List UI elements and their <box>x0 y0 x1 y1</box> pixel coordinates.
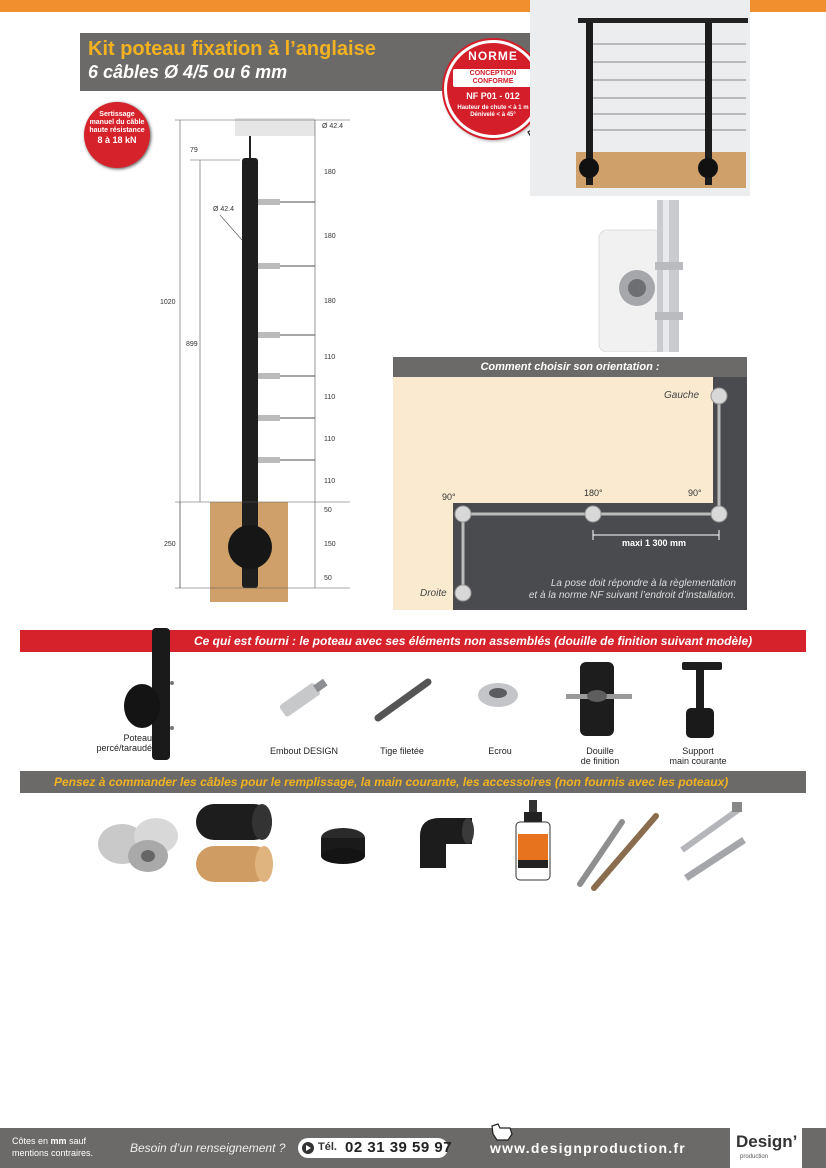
dim-1020: 1020 <box>160 299 176 306</box>
sertissage-line3: haute résistance <box>89 127 145 134</box>
phone-number[interactable]: 02 31 39 59 97 <box>345 1139 453 1156</box>
embout-image <box>274 672 334 722</box>
dim-right-1: 180 <box>324 169 336 176</box>
sertissage-force: 8 à 18 kN <box>97 135 137 145</box>
norme-title: NORME <box>468 49 518 63</box>
sertissage-badge <box>84 102 150 168</box>
order-header-bar <box>20 771 806 793</box>
norme-slope: Dénivelé < à 45° <box>470 112 516 118</box>
threaded-rod-image <box>372 676 434 724</box>
post-technical-drawing <box>150 110 350 610</box>
caption-douille-l2: de finition <box>580 756 620 766</box>
dim-right-8: 50 <box>324 507 332 514</box>
dim-right-10: 50 <box>324 575 332 582</box>
cable-spools-image <box>92 808 186 874</box>
railing-photo <box>530 0 750 196</box>
angle-90-right: 90° <box>688 488 702 498</box>
caption-support-l2: main courante <box>669 756 727 766</box>
norme-height: Hauteur de chute < à 1 m <box>457 105 529 111</box>
orientation-header: Comment choisir son orientation : <box>393 357 747 377</box>
caption-support-l1: Support <box>682 746 714 756</box>
footer-note-part2: sauf <box>66 1136 87 1146</box>
dim-top-diameter: Ø 42.4 <box>322 123 344 130</box>
supplied-header: Ce qui est fourni : le poteau avec ses éléments non assemblés (douille de finition suivant modèle) <box>194 634 753 648</box>
footer-note <box>12 1135 93 1159</box>
orientation-note-line2: et à la norme NF suivant l’endroit d’installation. <box>528 590 736 601</box>
caption-tige: Tige filetée <box>380 746 424 756</box>
page-title: Kit poteau fixation à l’anglaise <box>88 38 376 60</box>
caption-poteau-l2: percé/taraudé <box>96 743 152 753</box>
dim-post-diameter: Ø 42.4 <box>213 206 235 213</box>
caption-ecrou: Ecrou <box>488 746 512 756</box>
caption-douille <box>558 746 642 766</box>
page-subtitle: 6 câbles Ø 4/5 ou 6 mm <box>88 62 288 82</box>
caption-poteau <box>70 733 152 753</box>
dim-right-7: 110 <box>324 478 336 485</box>
nut-image <box>475 680 521 710</box>
handrail-support-image <box>670 656 730 740</box>
caption-douille-l1: Douille <box>586 746 614 756</box>
brand-logo <box>730 1128 802 1168</box>
threadlocker-bottle-image <box>512 798 556 884</box>
angle-90-left: 90° <box>442 492 456 502</box>
caption-poteau-l1: Poteau <box>123 733 152 743</box>
angle-180: 180° <box>584 488 603 498</box>
website-link[interactable]: www.designproduction.fr <box>490 1140 686 1156</box>
dim-899: 899 <box>186 341 198 348</box>
dim-250: 250 <box>164 541 176 548</box>
play-arrow-icon <box>302 1142 314 1154</box>
phone-label: Tél. <box>318 1141 337 1153</box>
caption-support <box>656 746 740 766</box>
order-header: Pensez à commander les câbles pour le remplissage, la main courante, les accessoires (non fournis avec les poteaux) <box>54 775 729 789</box>
dim-right-6: 110 <box>324 436 336 443</box>
brand-logo-sub: production <box>740 1154 769 1160</box>
footer-note-part3: mentions contraires. <box>12 1148 94 1158</box>
norme-conception: CONCEPTION CONFORME <box>453 69 533 87</box>
dim-right-2: 180 <box>324 233 336 240</box>
max-span: maxi 1 300 mm <box>622 538 687 548</box>
footer-question: Besoin d’un renseignement ? <box>130 1141 286 1155</box>
dim-79: 79 <box>190 147 198 154</box>
sertissage-line2: manuel du câble <box>89 119 145 126</box>
mount-detail-photo <box>593 200 747 352</box>
anchor-bolts-image <box>672 800 752 884</box>
caption-embout: Embout DESIGN <box>269 746 339 756</box>
dim-right-3: 180 <box>324 298 336 305</box>
dim-right-5: 110 <box>324 394 336 401</box>
brand-logo-text: Design’ <box>736 1132 798 1151</box>
norme-reference: NF P01 - 012 <box>466 91 520 101</box>
sertissage-line1: Sertissage <box>99 111 135 118</box>
dim-right-9: 150 <box>324 541 336 548</box>
finishing-sleeve-image <box>566 662 632 736</box>
hand-cursor-icon <box>488 1120 514 1142</box>
dim-right-4: 110 <box>324 354 336 361</box>
orientation-note <box>460 578 736 602</box>
end-cap-image <box>316 820 370 868</box>
handrail-tubes-image <box>192 798 278 886</box>
drill-bits-image <box>574 810 666 892</box>
footer-note-unit: mm <box>50 1136 67 1146</box>
orientation-note-line1: La pose doit répondre à la règlementation <box>550 578 736 589</box>
elbow-joint-image <box>412 806 478 876</box>
orientation-gauche: Gauche <box>664 390 700 401</box>
footer-note-part1: Côtes en <box>12 1136 51 1146</box>
orientation-droite: Droite <box>420 588 447 599</box>
